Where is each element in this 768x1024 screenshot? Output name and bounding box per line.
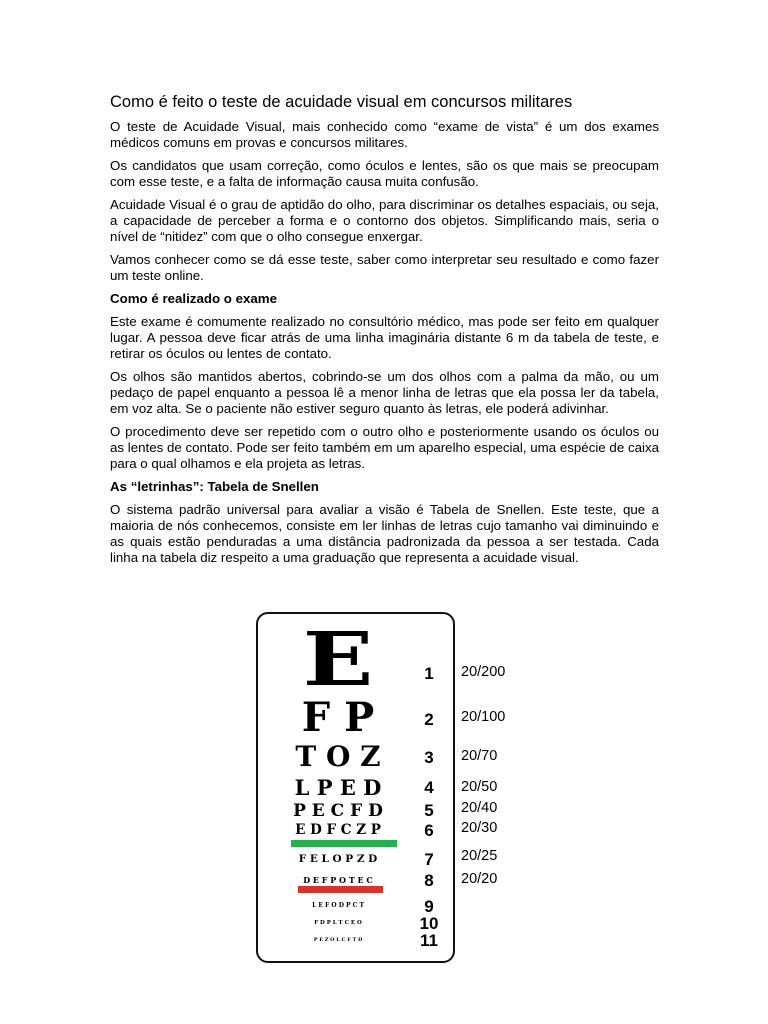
chart-row-6 xyxy=(258,821,453,839)
chart-line-number: 11 xyxy=(420,931,438,950)
chart-row-10 xyxy=(258,915,453,931)
paragraph: Este exame é comumente realizado no consultório médico, mas pode ser feito em qualquer lugar. A pessoa deve ficar atrás de uma linha imaginária distante 6 m da tabela de teste, e retirar os óculos ou lentes de contato. xyxy=(110,314,659,361)
chart-letters: D E F P O T E C xyxy=(303,875,373,885)
acuity-label: 20/50 xyxy=(461,779,498,795)
chart-letters: E D F C Z P xyxy=(295,822,381,838)
chart-letters: F D P L T C E O xyxy=(314,920,362,926)
chart-row-4 xyxy=(258,776,453,800)
chart-row-5 xyxy=(258,801,453,821)
chart-line-number: 5 xyxy=(424,801,434,820)
acuity-label: 20/30 xyxy=(461,820,498,836)
chart-row-9 xyxy=(258,898,453,914)
chart-row-1 xyxy=(258,617,453,703)
paragraph: Vamos conhecer como se dá esse teste, saber como interpretar seu resultado e como fazer um teste online. xyxy=(110,252,659,283)
chart-line-number: 9 xyxy=(424,897,434,916)
section-heading: As “letrinhas”: Tabela de Snellen xyxy=(110,479,319,494)
chart-line-number: 2 xyxy=(424,710,434,729)
chart-row-2 xyxy=(258,694,453,741)
chart-letters: L E F O D P C T xyxy=(312,902,364,909)
paragraph: O procedimento deve ser repetido com o outro olho e posteriormente usando os óculos ou as lentes de contato. Pode ser feito também em um aparelho especial, uma espécie de caixa para o qual olhamos e ela projeta as letras. xyxy=(110,424,659,471)
chart-row-3 xyxy=(258,742,453,772)
chart-letters: P E Z O L C F T D xyxy=(313,937,363,943)
green-line-marker xyxy=(291,840,397,847)
acuity-label: 20/200 xyxy=(461,664,506,680)
chart-line-number: 4 xyxy=(424,778,434,797)
section-heading: Como é realizado o exame xyxy=(110,291,278,306)
red-line-marker xyxy=(298,886,383,893)
page-title: Como é feito o teste de acuidade visual em concursos militares xyxy=(110,93,573,111)
paragraph: O sistema padrão universal para avaliar a visão é Tabela de Snellen. Este teste, que a maioria de nós conhecemos, consiste em ler linhas de letras cujo tamanho vai diminuindo e as quais estão penduradas a uma distância padronizada da pessoa a ser testada. Cada linha na tabela diz respeito a uma graduação que representa a acuidade visual. xyxy=(110,502,659,565)
acuity-label: 20/100 xyxy=(461,709,506,725)
acuity-label: 20/40 xyxy=(461,800,498,816)
chart-letters: E xyxy=(302,617,374,703)
chart-letters: F P xyxy=(301,694,375,741)
article xyxy=(110,92,659,573)
chart-line-number: 6 xyxy=(424,821,434,840)
chart-row-11 xyxy=(258,932,453,948)
chart-letters: L P E D xyxy=(294,775,382,800)
acuity-label: 20/20 xyxy=(461,871,498,887)
paragraph: Os olhos são mantidos abertos, cobrindo-se um dos olhos com a palma da mão, ou um pedaço de papel enquanto a pessoa lê a menor linha de letras que ela possa ler da tabela, em voz alta. Se o paciente não estiver seguro quanto às letras, ele poderá adivinhar. xyxy=(110,369,659,416)
acuity-label: 20/70 xyxy=(461,748,498,764)
chart-line-number: 1 xyxy=(424,664,434,683)
paragraph: Acuidade Visual é o grau de aptidão do olho, para discriminar os detalhes espaciais, ou seja, a capacidade de perceber a forma e o contorno dos objetos. Simplificando mais, seria o nível de “nitidez” com que o olho consegue enxergar. xyxy=(110,197,659,244)
chart-line-number: 8 xyxy=(424,871,434,890)
snellen-chart xyxy=(256,612,455,963)
paragraph: O teste de Acuidade Visual, mais conhecido como “exame de vista” é um dos exames médicos comuns em provas e concursos militares. xyxy=(110,119,659,150)
chart-line-number: 7 xyxy=(424,850,434,869)
paragraph: Os candidatos que usam correção, como óculos e lentes, são os que mais se preocupam com esse teste, e a falta de informação causa muita confusão. xyxy=(110,158,659,189)
chart-line-number: 3 xyxy=(424,748,434,767)
chart-letters: F E L O P Z D xyxy=(298,853,378,865)
chart-row-7 xyxy=(258,850,453,868)
chart-letters: T O Z xyxy=(295,740,381,773)
chart-letters: P E C F D xyxy=(293,801,383,821)
chart-line-number: 10 xyxy=(419,914,439,933)
acuity-label: 20/25 xyxy=(461,848,498,864)
